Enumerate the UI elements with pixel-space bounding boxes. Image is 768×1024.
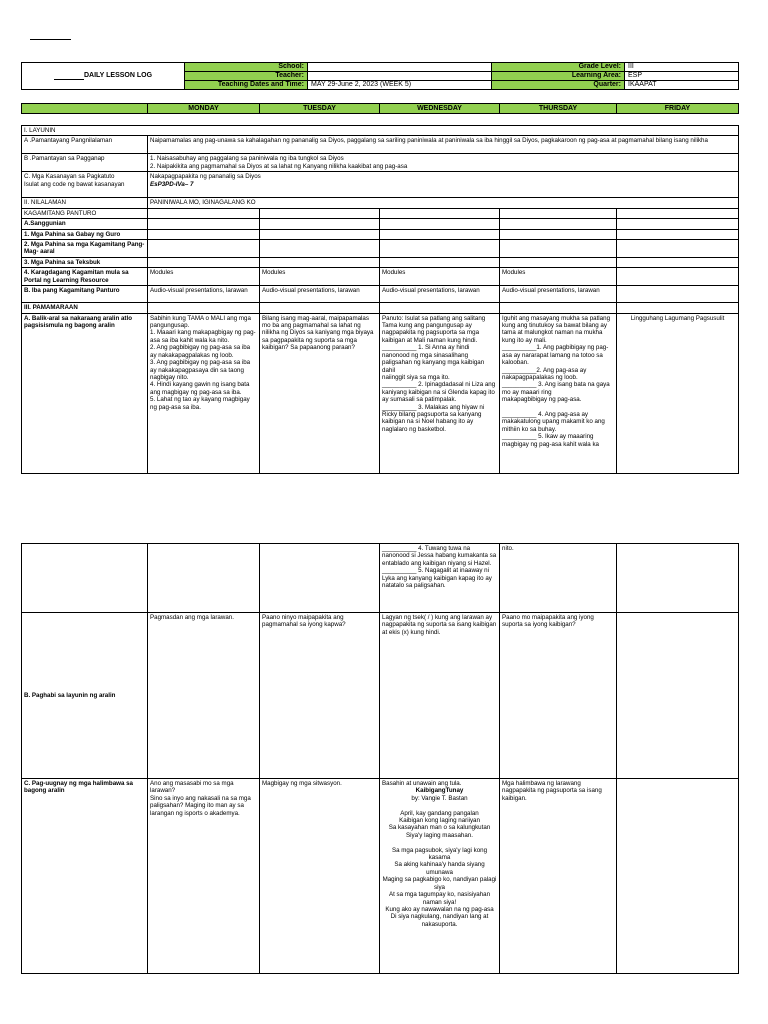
- av-tuesday: Audio-visual presentations, larawan: [260, 286, 380, 303]
- layunin-heading: I. LAYUNIN: [22, 126, 739, 136]
- pamantayang-pangnilalaman-text: Naipamamalas ang pag-unawa sa kahalagahan ng pananalig sa Diyos, paggalang sa sariling paniniwala at paniniwala sa iba hinggil sa Diyos, pagkakaroon ng pag-asa at pagmamahal bilang isang nilikha: [148, 136, 739, 154]
- school-label: School:: [185, 63, 308, 72]
- empty-cell: [148, 229, 260, 239]
- empty-cell: [260, 303, 380, 313]
- top-underline: [30, 39, 71, 40]
- av-wednesday: Audio-visual presentations, larawan: [380, 286, 500, 303]
- karagdagang-kagamitan-label: 4. Karagdagang Kagamitan mula sa Portal ng Learning Resource: [22, 268, 148, 286]
- balik-aral-label: A. Balik-aral sa nakaraang aralin atlo pagsisismula ng bagong aralin: [22, 313, 148, 473]
- green-spacer: [492, 81, 551, 90]
- empty-cell: [617, 219, 739, 229]
- empty-cell: [380, 257, 500, 267]
- kagamitang-pang-aaral-label: 2. Mga Pahina sa mga Kagamitang Pang- Mag- aaral: [22, 240, 148, 258]
- nilalaman-text: PANINIWALA MO, IGINAGALANG KO: [148, 198, 739, 208]
- pag-uugnay-label: C. Pag-uugnay ng mga halimbawa sa bagong aralin: [22, 779, 148, 974]
- days-header: [21, 103, 739, 114]
- nilalaman-label: II. NILALAMAN: [22, 198, 148, 208]
- empty-cell: [148, 544, 260, 613]
- empty-cell: [617, 544, 739, 613]
- empty-cell: [260, 240, 380, 258]
- empty-cell: [617, 613, 739, 779]
- empty-cell: [148, 219, 260, 229]
- balik-aral-wednesday-cont: __________ 4. Tuwang tuwa na nanonood si Jessa habang kumakanta sa entablado ang kaibigan niyang si Hazel. __________ 5. Nagagalit at inaaway ni Lyka ang kanyang kaibigan kapag ito ay natatalo sa paligsahan.: [380, 544, 500, 613]
- lesson-table-continued: [21, 543, 739, 974]
- pamantayang-pangnilalaman-label: A .Pamantayang Pangnilalaman: [22, 136, 148, 154]
- poem-intro: Basahin at unawain ang tula.: [382, 780, 462, 787]
- empty-cell: [617, 240, 739, 258]
- pag-uugnay-thursday: Mga halimbawa ng larawang nagpapakita ng pagsuporta sa isang kaibigan.: [500, 779, 617, 974]
- learning-area-label: Learning Area:: [551, 72, 625, 81]
- paghabi-monday: Pagmasdan ang mga larawan.: [148, 613, 260, 779]
- empty-cell: [617, 303, 739, 313]
- av-monday: Audio-visual presentations, larawan: [148, 286, 260, 303]
- modules-thursday: Modules: [500, 268, 617, 286]
- learning-area-value: ESP: [625, 72, 739, 81]
- paghabi-label: B. Paghabi sa layunin ng aralin: [22, 613, 148, 779]
- gabay-label: 1. Mga Pahina sa Gabay ng Guro: [22, 229, 148, 239]
- modules-monday: Modules: [148, 268, 260, 286]
- pag-uugnay-monday: Ano ang masasabi mo sa mga larawan? Sino sa inyo ang nakasali na sa mga paligsahan? Maging ito man ay sa larangan ng isports o akademya.: [148, 779, 260, 974]
- empty-cell: [500, 240, 617, 258]
- empty-cell: [500, 303, 617, 313]
- paghabi-wednesday: Lagyan ng tsek( / ) kung ang larawan ay nagpapakita ng suporta sa isang kaibigan at ekis (x) kung hindi.: [380, 613, 500, 779]
- empty-cell: [380, 219, 500, 229]
- day-friday: FRIDAY: [617, 104, 739, 114]
- empty-cell: [148, 208, 260, 218]
- poem-body: April, kay gandang pangalan Kaibigan kong laging nariiyan Sa kasayahan man o sa kalungkutan Siya'y laging maasahan. Sa mga pagsubok, siya'y lagi kong kasama Sa aking kahinaa'y handa siyang umunawa Maging sa pagkabigo ko, nandiyan palagi siya At sa mga tagumpay ko, nasisiyahan naman siya! Kung ako ay nawawalan na ng pag-asa Di siya nagkulang, nandiyan lang at nakasuporta.: [382, 809, 497, 928]
- balik-aral-wednesday: Panuto: Isulat sa patlang ang salitang Tama kung ang pangungusap ay nagpapakita ng pagsuporta sa mga kaibigan at Mali naman kung hindi. __________ 1. Si Anna ay hindi nanonood ng mga sinasalihang paligsahan ng kanyang mga kaibigan dahil naiinggit siya sa mga ito. __________ 2. Ipinagdadasal ni Liza ang kaniyang kaibigan na si Glenda kapag ito ay sumasali sa patimpalak. __________ 3. Malakas ang hiyaw ni Ricky bilang pagsuporta sa kanyang kaibigan na si Noel habang ito ay naglalaro ng basketbol.: [380, 313, 500, 473]
- poem-block: [382, 787, 497, 928]
- empty-cell: [260, 219, 380, 229]
- kasanayan-code: EsP3PD-IVa– 7: [150, 180, 194, 188]
- balik-aral-monday: Sabihin kung TAMA o MALI ang mga pangungusap. 1. Maaari kang makapagbigay ng pag-asa sa iba kahit wala ka nito. 2. Ang pagbibigay ng pag-asa sa iba ay nakakapagpalakas ng loob. 3. Ang pagbibigay ng pag-asa sa iba ay nakakapagpasaya din sa taong nagbigay nito. 4. Hindi kayang gawin ng isang bata ang magbigay ng pag-asa sa iba. 5. Lahat ng tao ay kayang magbigay ng pag-asa sa iba.: [148, 313, 260, 473]
- lesson-table: [21, 125, 739, 474]
- day-wednesday: WEDNESDAY: [380, 104, 500, 114]
- days-corner: [22, 104, 148, 114]
- empty-cell: [380, 208, 500, 218]
- header-table: [21, 62, 739, 90]
- school-value: [308, 63, 492, 72]
- empty-cell: [617, 257, 739, 267]
- paghabi-tuesday: Paano ninyo maipapakita ang pagmamahal sa iyong kapwa?: [260, 613, 380, 779]
- grade-level-label: Grade Level:: [551, 63, 625, 72]
- pag-uugnay-wednesday: [380, 779, 500, 974]
- teacher-label: Teacher:: [185, 72, 308, 81]
- empty-cell: [260, 544, 380, 613]
- empty-cell: [380, 229, 500, 239]
- empty-cell: [617, 268, 739, 286]
- modules-tuesday: Modules: [260, 268, 380, 286]
- empty-cell: [500, 208, 617, 218]
- day-thursday: THURSDAY: [500, 104, 617, 114]
- empty-cell: [617, 208, 739, 218]
- quarter-value: IKAAPAT: [625, 81, 739, 90]
- kasanayan-cell: [148, 172, 739, 198]
- empty-cell: [148, 257, 260, 267]
- day-tuesday: TUESDAY: [260, 104, 380, 114]
- kasanayan-text: Nakapagpapakita ng pananalig sa Diyos: [150, 173, 261, 181]
- empty-cell: [617, 779, 739, 974]
- sanggunian-label: A.Sanggunian: [22, 219, 148, 229]
- teksbuk-label: 3. Mga Pahina sa Teksbuk: [22, 257, 148, 267]
- grade-level-value: III: [625, 63, 739, 72]
- teacher-value: [308, 72, 492, 81]
- empty-cell: [617, 229, 739, 239]
- modules-wednesday: Modules: [380, 268, 500, 286]
- empty-cell: [260, 229, 380, 239]
- balik-aral-thursday-cont: nito.: [500, 544, 617, 613]
- empty-cell: [380, 240, 500, 258]
- poem-title: KaibigangTunay: [415, 787, 464, 795]
- balik-aral-thursday: Iguhit ang masayang mukha sa patlang kung ang tinutukoy sa bawat bilang ay tama at malungkot naman na mukha kung ito ay mali. __________1. Ang pagbibigay ng pag-asa ay nararapat lamang na totoo sa kalooban. __________2. Ang pag-asa ay nakapagpapalakas ng loob. __________ 3. Ang isang bata na gaya mo ay maaari ring makapagbibigay ng pag-asa. __________ 4. Ang pag-asa ay makakatulong upang makamit ko ang mithiin ko sa buhay. __________ 5. Ikaw ay maaaring magbigay ng pag-asa kahit wala ka: [500, 313, 617, 473]
- empty-cell: [500, 257, 617, 267]
- green-spacer: [492, 63, 551, 72]
- poem-author: by: Vangie T. Bastan: [411, 794, 468, 802]
- empty-cell: [617, 286, 739, 303]
- paghabi-thursday: Paano mo maipapakita ang iyong suporta sa iyong kaibigan?: [500, 613, 617, 779]
- av-thursday: Audio-visual presentations, larawan: [500, 286, 617, 303]
- empty-cell: [500, 229, 617, 239]
- dates-value: MAY 29-June 2, 2023 (WEEK 5): [308, 81, 492, 90]
- daily-lesson-log-title: DAILY LESSON LOG: [22, 63, 185, 90]
- pag-uugnay-tuesday: Magbigay ng mga sitwasyon.: [260, 779, 380, 974]
- empty-cell: [22, 544, 148, 613]
- pamamaraan-heading: III. PAMAMARAAN: [22, 303, 148, 313]
- empty-cell: [148, 240, 260, 258]
- kagamitang-panturo-label: KAGAMITANG PANTURO: [22, 208, 148, 218]
- green-spacer: [492, 72, 551, 81]
- pamantayan-pagganap-label: B .Pamantayan sa Pagganap: [22, 154, 148, 172]
- pamantayan-pagganap-text: 1. Naisasabuhay ang paggalang sa paniniwala ng iba tungkol sa Diyos 2. Naipakikita ang pagmamahal sa Diyos at sa lahat ng Kanyang nilikha kaakibat ang pag-asa: [148, 154, 739, 172]
- iba-pang-kagamitan-label: B. Iba pang Kagamitang Panturo: [22, 286, 148, 303]
- empty-cell: [500, 219, 617, 229]
- balik-aral-tuesday: Bilang isang mag-aaral, maipapamalas mo ba ang pagmamahal sa lahat ng nilikha ng Diyos sa kaniyang mga biyaya sa pagpapakita ng suporta sa mga kaibigan? Sa papaanong paraan?: [260, 313, 380, 473]
- dates-label: Teaching Dates and Time:: [185, 81, 308, 90]
- balik-aral-friday: Lingguhang Lagumang Pagsusulit: [617, 313, 739, 473]
- quarter-label: Quarter:: [551, 81, 625, 90]
- empty-cell: [260, 257, 380, 267]
- kasanayan-label: C. Mga Kasanayan sa Pagkatuto Isulat ang code ng bawat kasanayan: [22, 172, 148, 198]
- empty-cell: [260, 208, 380, 218]
- empty-cell: [148, 303, 260, 313]
- day-monday: MONDAY: [148, 104, 260, 114]
- empty-cell: [380, 303, 500, 313]
